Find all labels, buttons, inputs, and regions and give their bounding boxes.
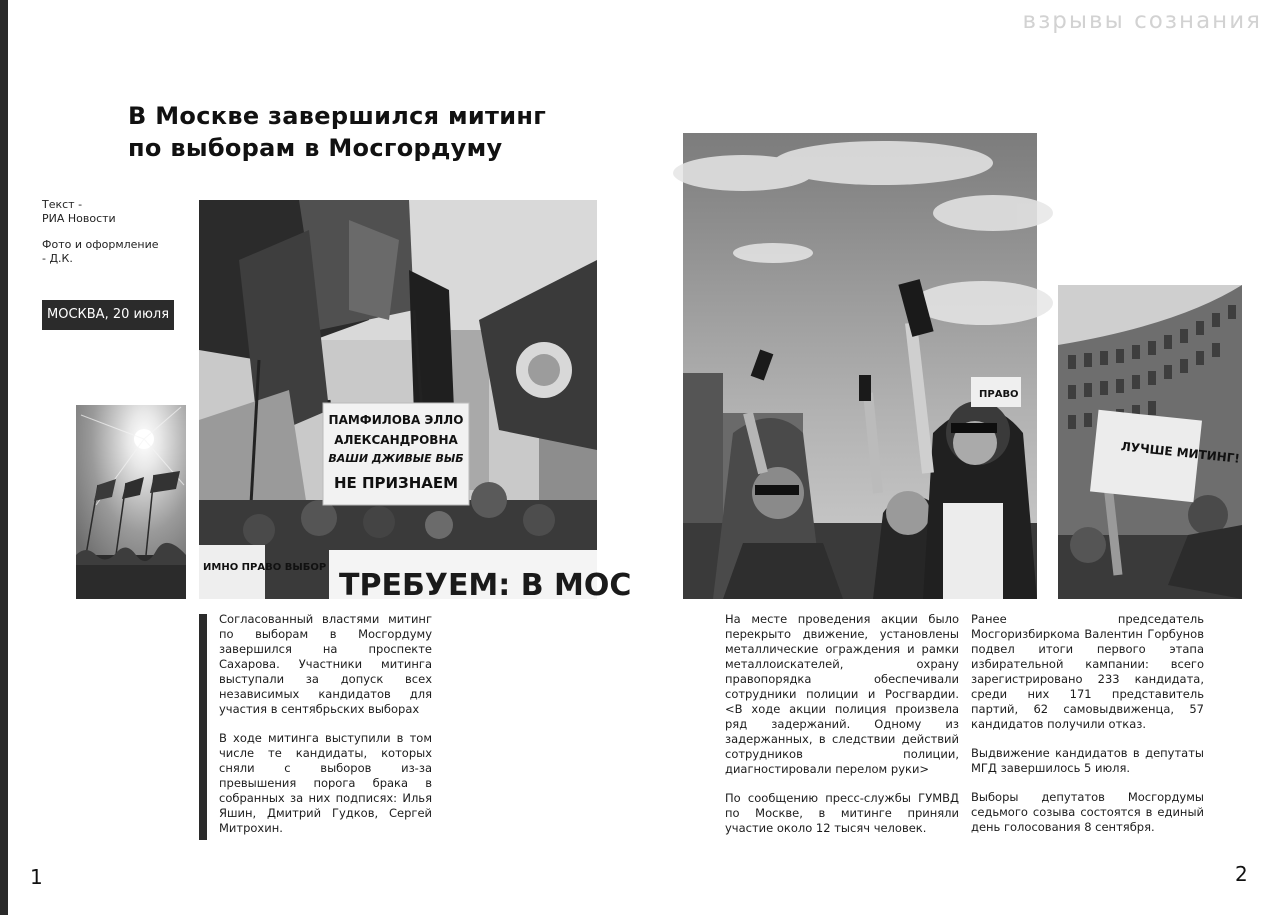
photo-banner-text: ТРЕБУЕМ: В МОС: [339, 568, 632, 603]
column-3-paragraph-2: Выдвижение кандидатов в депутаты МГД завершилось 5 июля.: [971, 746, 1204, 775]
credit-text-source: РИА Новости: [42, 212, 116, 225]
credit-text-label: Текст -: [42, 198, 83, 211]
credit-photo-label: Фото и оформление: [42, 238, 159, 251]
photo-left-sign: ИМНО ПРАВО ВЫБОР: [203, 562, 327, 573]
article-column-3: [971, 612, 1204, 849]
sign-1-line-3: ВАШИ ДЖИВЫЕ ВЫБ: [328, 452, 464, 465]
column-2-paragraph-2: По сообщению пресс-службы ГУМВД по Москве, в митинге приняли участие около 12 тысяч человек.: [725, 791, 959, 835]
sign-1-line-1: ПАМФИЛОВА ЭЛЛО: [328, 413, 464, 427]
article-column-1: [219, 612, 432, 850]
page-number-left: 1: [30, 865, 43, 889]
article-column-2: [725, 612, 959, 850]
sign-1-line-2: АЛЕКСАНДРОВНА: [334, 433, 458, 447]
title-line-2: по выборам в Мосгордуму: [128, 134, 503, 162]
column-1-paragraph-1: Согласованный властями митинг по выборам в Мосгордуму завершился на проспекте Сахарова. Участники митинга выступали за допуск всех независимых кандидатов для участия в сентябрьских выборах: [219, 612, 432, 716]
column-3-paragraph-3: Выборы депутатов Мосгордумы седьмого созыва состоятся в единый день голосования 8 сентября.: [971, 790, 1204, 834]
dateline-badge: МОСКВА, 20 июля: [42, 300, 174, 330]
article-title: [128, 100, 588, 164]
photo-sun-flags: [76, 405, 186, 599]
column-2-paragraph-1: На месте проведения акции было перекрыто движение, установлены металлические ограждения и рамки металлоискателей, охрану правопорядка обеспечивали сотрудники полиции и Росгвардии. <В ходе акции полиция произвела ряд задержаний. Одному из задержанных, в следствии действий сотрудников полиции, диагностировали перелом руки>: [725, 612, 959, 776]
sign-1-line-4: НЕ ПРИЗНАЕМ: [333, 474, 459, 492]
title-line-1: В Москве завершился митинг: [128, 102, 547, 130]
credit-photo-author: - Д.К.: [42, 252, 73, 265]
column-1-paragraph-2: В ходе митинга выступили в том числе те кандидаты, которых сняли с выборов из-за превышения порога брака в собранных за них подписях: Илья Яшин, Дмитрий Гудков, Сергей Митрохин.: [219, 731, 432, 835]
photo-sign-better-rally: ЛУЧШЕ МИТИНГ!: [1120, 439, 1241, 466]
column-accent-bar: [199, 614, 207, 840]
photo-raised-hands: [683, 133, 1037, 599]
article-credits: [42, 198, 159, 266]
photo-building-sign: [1058, 285, 1242, 599]
page-spine: [0, 0, 8, 915]
photo-sign-pravo: ПРАВО: [979, 389, 1019, 400]
photo-protest-flags: [199, 200, 632, 603]
column-3-paragraph-1: Ранее председатель Мосгоризбиркома Валентин Горбунов подвел итоги первого этапа избирательной кампании: всего зарегистрировано 233 кандидата, среди них 171 представитель партий, 62 самовыдвиженца, 57 кандидатов получили отказ.: [971, 612, 1204, 731]
magazine-brand: взрывы сознания: [1022, 8, 1262, 34]
page-number-right: 2: [1235, 862, 1248, 886]
